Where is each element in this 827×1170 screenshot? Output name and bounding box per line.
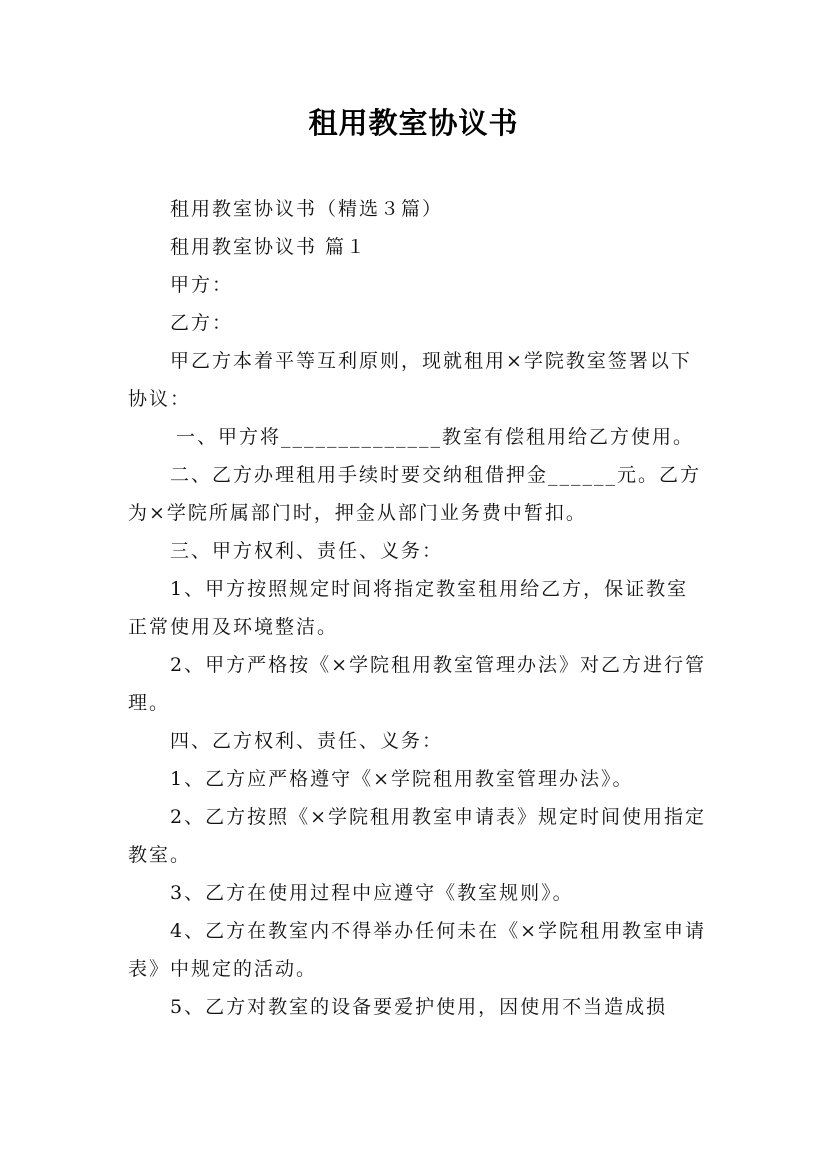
paragraph-clause-3-item-2: 2、甲方严格按《×学院租用教室管理办法》对乙方进行管理。	[128, 654, 707, 714]
paragraph-clause-1: 一、甲方将______________教室有偿租用给乙方使用。	[176, 426, 695, 448]
paragraph-subtitle: 租用教室协议书（精选３篇）	[170, 198, 444, 220]
paragraph-clause-4-item-4: 4、乙方在教室内不得举办任何未在《×学院租用教室申请表》中规定的活动。	[128, 920, 707, 980]
paragraph-clause-4-item-5: 5、乙方对教室的设备要爱护使用，因使用不当造成损	[170, 996, 668, 1018]
document-title: 租用教室协议书	[308, 106, 519, 140]
paragraph-section-heading: 租用教室协议书 篇１	[170, 236, 368, 258]
paragraph-preamble: 甲乙方本着平等互利原则，现就租用×学院教室签署以下协议：	[128, 350, 692, 410]
paragraph-party-b: 乙方：	[170, 312, 234, 334]
paragraph-clause-4-item-2: 2、乙方按照《×学院租用教室申请表》规定时间使用指定教室。	[128, 806, 707, 866]
document-body	[128, 190, 708, 1026]
paragraph-party-a: 甲方：	[170, 274, 234, 296]
paragraph-clause-4-item-3: 3、乙方在使用过程中应遵守《教室规则》。	[170, 882, 574, 904]
paragraph-clause-3-item-1: 1、甲方按照规定时间将指定教室租用给乙方，保证教室正常使用及环境整洁。	[128, 578, 689, 638]
paragraph-clause-3-heading: 三、甲方权利、责任、义务：	[170, 540, 444, 562]
paragraph-clause-2: 二、乙方办理租用手续时要交纳租借押金______元。乙方为×学院所属部门时，押金从部门业务费中暂扣。	[128, 464, 702, 524]
paragraph-clause-4-item-1: 1、乙方应严格遵守《×学院租用教室管理办法》。	[170, 768, 634, 790]
paragraph-clause-4-heading: 四、乙方权利、责任、义务：	[170, 730, 444, 752]
